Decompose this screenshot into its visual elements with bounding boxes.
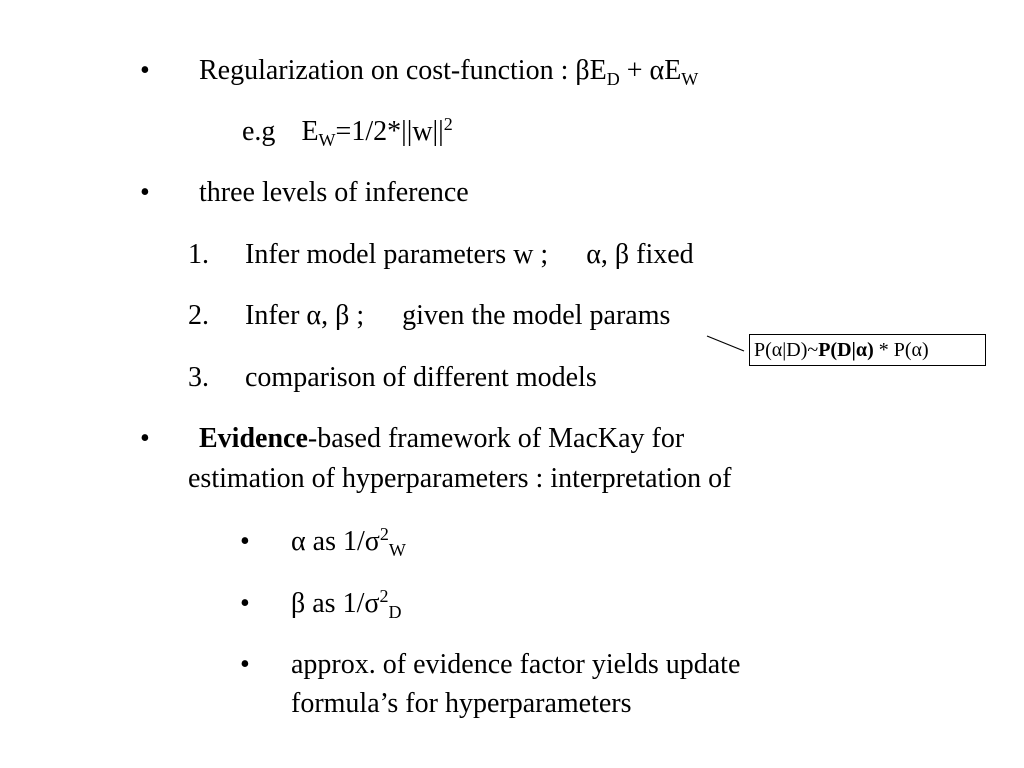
alpha-interpretation bbox=[291, 526, 406, 558]
subscript-w: W bbox=[681, 69, 699, 89]
subscript-d: D bbox=[606, 69, 620, 89]
approx-line-1: approx. of evidence factor yields update bbox=[291, 649, 741, 680]
alpha-symbol: α bbox=[649, 55, 665, 86]
item-text: comparison of different models bbox=[245, 362, 597, 393]
beta-text: β as 1/σ bbox=[291, 588, 380, 619]
ew-formula: =1/2*||w|| bbox=[335, 116, 444, 147]
sub-bullet-dot: • bbox=[240, 649, 250, 680]
evidence-rest: -based framework of MacKay for bbox=[307, 423, 685, 454]
item-text: Infer α, β ; bbox=[245, 300, 365, 331]
plus-sign: + bbox=[619, 55, 650, 86]
item-number: 2. bbox=[188, 300, 209, 331]
callout-pre: P(α|D)~ bbox=[754, 339, 819, 361]
item-text: Infer model parameters w ; bbox=[245, 239, 549, 270]
e-symbol: E bbox=[589, 55, 607, 86]
evidence-bold: Evidence bbox=[199, 423, 308, 454]
item-condition: given the model params bbox=[402, 300, 671, 331]
item-condition: α, β fixed bbox=[586, 239, 694, 270]
superscript-2: 2 bbox=[443, 114, 453, 134]
bullet-dot: • bbox=[140, 55, 150, 86]
item-number: 1. bbox=[188, 239, 209, 270]
eg-label: e.g bbox=[242, 116, 276, 147]
beta-symbol: β bbox=[575, 55, 590, 86]
approx-line-2: formula’s for hyperparameters bbox=[291, 688, 632, 719]
sub-bullet-dot: • bbox=[240, 588, 250, 619]
superscript-2: 2 bbox=[379, 524, 389, 544]
evidence-line-1 bbox=[199, 423, 684, 455]
bullet-dot: • bbox=[140, 177, 150, 208]
subscript-w: W bbox=[318, 130, 336, 150]
regularization-text: Regularization on cost-function : bbox=[199, 55, 576, 86]
beta-interpretation bbox=[291, 588, 401, 620]
evidence-line-2: estimation of hyperparameters : interpretation of bbox=[188, 463, 732, 494]
e-symbol: E bbox=[301, 116, 319, 147]
superscript-2: 2 bbox=[379, 586, 389, 606]
callout-post: * P(α) bbox=[873, 339, 929, 361]
e-symbol: E bbox=[664, 55, 682, 86]
sub-bullet-dot: • bbox=[240, 526, 250, 557]
item-number: 3. bbox=[188, 362, 209, 393]
subscript-d: D bbox=[388, 602, 402, 622]
inference-levels-line: three levels of inference bbox=[199, 177, 469, 208]
callout-box bbox=[749, 334, 986, 366]
bullet-dot: • bbox=[140, 423, 150, 454]
callout-bold: P(D|α) bbox=[818, 339, 874, 361]
subscript-w: W bbox=[388, 540, 406, 560]
alpha-text: α as 1/σ bbox=[291, 526, 380, 557]
